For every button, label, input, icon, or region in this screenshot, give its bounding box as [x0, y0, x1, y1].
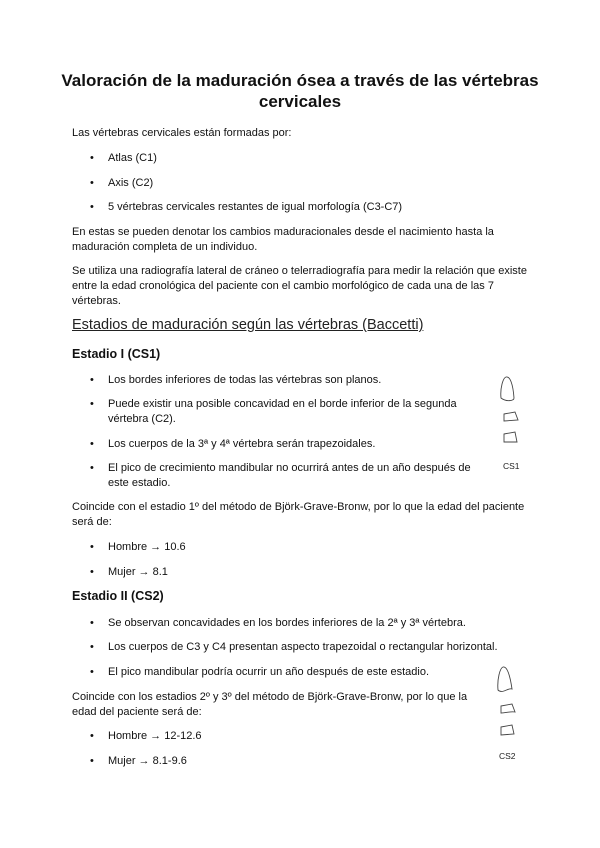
- stage2-age-female: • Mujer → 8.1-9.6: [108, 754, 488, 769]
- paragraph-maturation: En estas se pueden denotar los cambios maduracionales desde el nacimiento hasta la maduración completa de un individuo.: [72, 226, 494, 253]
- list-item-axis: • Axis (C2): [108, 176, 488, 191]
- stage1-bullet-1: • Los bordes inferiores de todas las vértebras son planos.: [108, 373, 488, 388]
- stage1-bullet-4: • El pico de crecimiento mandibular no ocurrirá antes de un año después de este estadio.: [108, 461, 488, 491]
- list-item-c3-c7: • 5 vértebras cervicales restantes de igual morfología (C3-C7): [108, 200, 508, 215]
- section-title: Estadios de maduración según las vértebras (Baccetti): [72, 317, 424, 333]
- stage2-coincide: Coincide con los estadios 2º y 3º del método de Björk-Grave-Bronw, por lo que la edad del paciente será de:: [72, 691, 468, 718]
- cs1-c3-outline: [504, 412, 518, 421]
- stage2-age-male: • Hombre → 12-12.6: [108, 729, 488, 744]
- stage1-bullet-3: • Los cuerpos de la 3ª y 4ª vértebra serán trapezoidales.: [108, 437, 488, 452]
- stage1-heading: Estadio I (CS1): [72, 347, 161, 361]
- cs2-label: CS2: [499, 751, 516, 761]
- stage1-coincide: Coincide con el estadio 1º del método de Björk-Grave-Bronw, por lo que la edad del paciente será de:: [72, 501, 525, 528]
- cs2-c3-outline: [501, 704, 515, 713]
- cs2-c4-outline: [501, 725, 514, 735]
- cs2-vertebrae-figure: [488, 664, 528, 744]
- cs1-c2-outline: [501, 377, 514, 401]
- cs1-c4-outline: [504, 432, 517, 442]
- intro-paragraph: Las vértebras cervicales están formadas por:: [72, 127, 292, 139]
- list-item-atlas: • Atlas (C1): [108, 151, 488, 166]
- stage2-bullet-1: • Se observan concavidades en los bordes inferiores de la 2ª y 3ª vértebra.: [108, 616, 508, 631]
- stage1-age-female: • Mujer → 8.1: [108, 565, 488, 580]
- page-title: Valoración de la maduración ósea a través de las vértebras cervicales: [61, 71, 539, 111]
- stage2-heading: Estadio II (CS2): [72, 589, 164, 603]
- stage1-bullet-2: • Puede existir una posible concavidad en el borde inferior de la segunda vértebra (C2).: [108, 397, 488, 427]
- stage2-bullet-2: • Los cuerpos de C3 y C4 presentan aspecto trapezoidal o rectangular horizontal.: [108, 640, 528, 655]
- cs1-label: CS1: [503, 461, 520, 471]
- stage1-age-male: • Hombre → 10.6: [108, 540, 488, 555]
- paragraph-radiography: Se utiliza una radiografía lateral de cráneo o telerradiografía para medir la relación que existe entre la edad cronológica del paciente con el cambio morfológico de cada una de las 7 vértebras.: [72, 265, 527, 307]
- stage2-bullet-3: • El pico mandibular podría ocurrir un año después de este estadio.: [108, 665, 508, 680]
- cs2-c2-outline: [498, 667, 512, 691]
- cs1-vertebrae-figure: [492, 374, 532, 454]
